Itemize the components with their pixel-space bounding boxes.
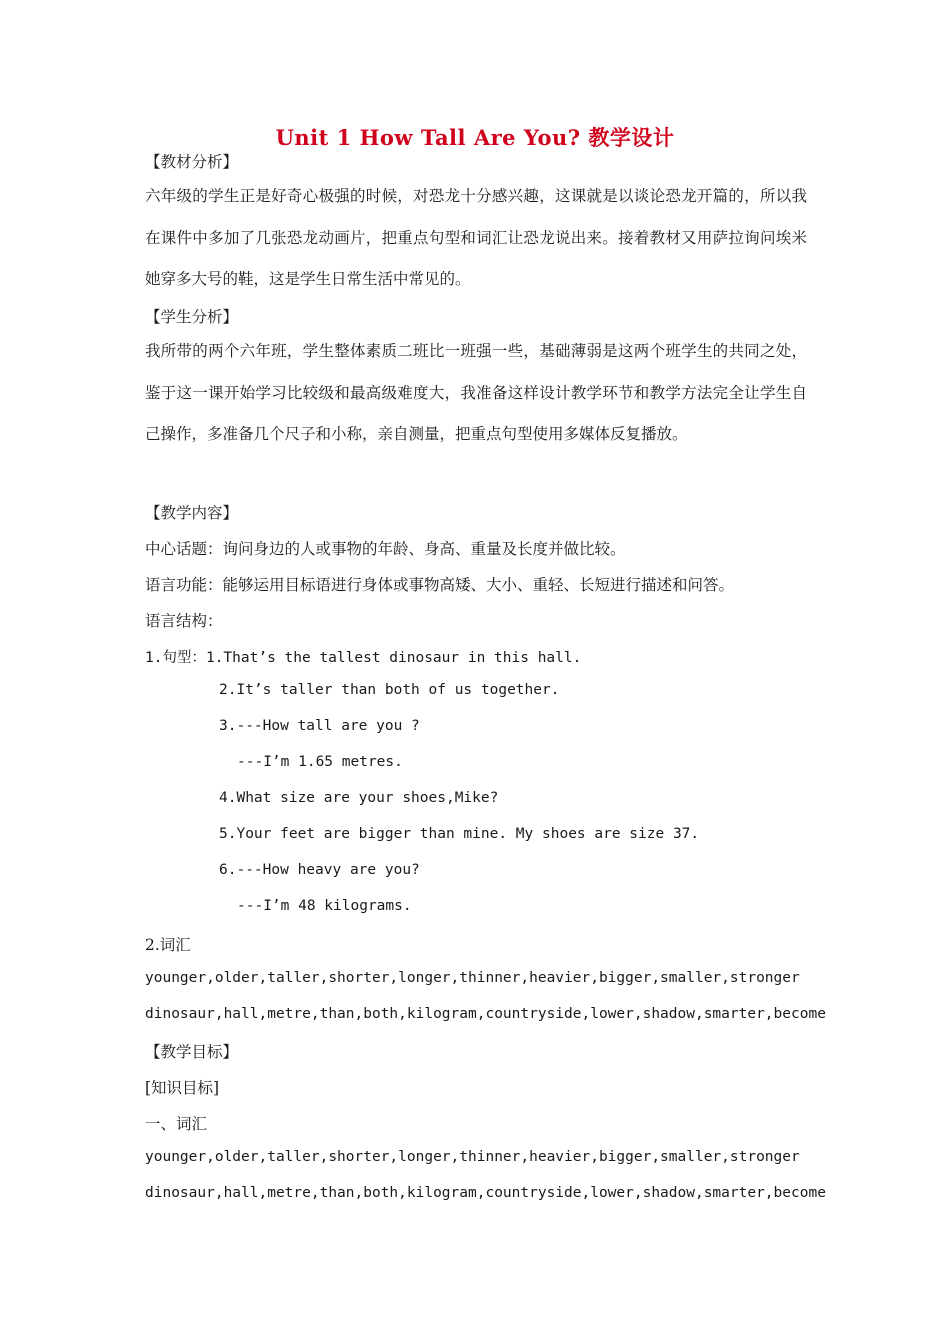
sentence-line: 3.---How tall are you ? [219, 718, 420, 734]
sentence-line: 5.Your feet are bigger than mine. My shoes are size 37. [219, 826, 700, 842]
sentence-line: ---I’m 48 kilograms. [237, 898, 412, 914]
goals-heading: 【教学目标】 [145, 1043, 239, 1061]
sentence-line: ---I’m 1.65 metres. [237, 754, 403, 770]
topic-line: 中心话题：询问身边的人或事物的年龄、身高、重量及长度并做比较。 [145, 540, 626, 558]
sentence-line: 6.---How heavy are you? [219, 862, 420, 878]
document-title: Unit 1 How Tall Are You? 教学设计 [275, 125, 675, 150]
vocab-line: younger,older,taller,shorter,longer,thinner,heavier,bigger,smaller,stronger [145, 970, 800, 986]
content-heading: 【教学内容】 [145, 504, 239, 522]
material-paragraph: 六年级的学生正是好奇心极强的时候，对恐龙十分感兴趣，这课就是以谈论恐龙开篇的，所以我在课件中多加了几张恐龙动画片，把重点句型和词汇让恐龙说出来。接着教材又用萨拉询问埃米她穿多大号的鞋，这是学生日常生活中常见的。 [145, 187, 807, 288]
student-paragraph: 我所带的两个六年班，学生整体素质二班比一班强一些，基础薄弱是这两个班学生的共同之处，鉴于这一课开始学习比较级和最高级难度大，我准备这样设计教学环节和教学方法完全让学生自己操作，多准备几个尺子和小称，亲自测量，把重点句型使用多媒体反复播放。 [145, 342, 807, 443]
sentence-line: 4.What size are your shoes,Mike? [219, 790, 499, 806]
material-heading: 【教材分析】 [145, 153, 239, 171]
vocab-heading: 2.词汇 [145, 936, 191, 954]
student-heading: 【学生分析】 [145, 308, 239, 326]
vocab-line: dinosaur,hall,metre,than,both,kilogram,countryside,lower,shadow,smarter,become [145, 1006, 826, 1022]
knowledge-heading: [知识目标] [145, 1079, 220, 1097]
structure-line: 语言结构： [145, 612, 223, 630]
function-line: 语言功能：能够运用目标语进行身体或事物高矮、大小、重轻、长短进行描述和问答。 [145, 576, 735, 594]
vocab-line: dinosaur,hall,metre,than,both,kilogram,countryside,lower,shadow,smarter,become [145, 1185, 826, 1201]
vocab-line: younger,older,taller,shorter,longer,thinner,heavier,bigger,smaller,stronger [145, 1149, 800, 1165]
vocab-subheading: 一、词汇 [145, 1115, 208, 1133]
sentence-line: 2.It’s taller than both of us together. [219, 682, 560, 698]
sentence-line: 1.句型：1.That’s the tallest dinosaur in this hall. [145, 650, 582, 666]
